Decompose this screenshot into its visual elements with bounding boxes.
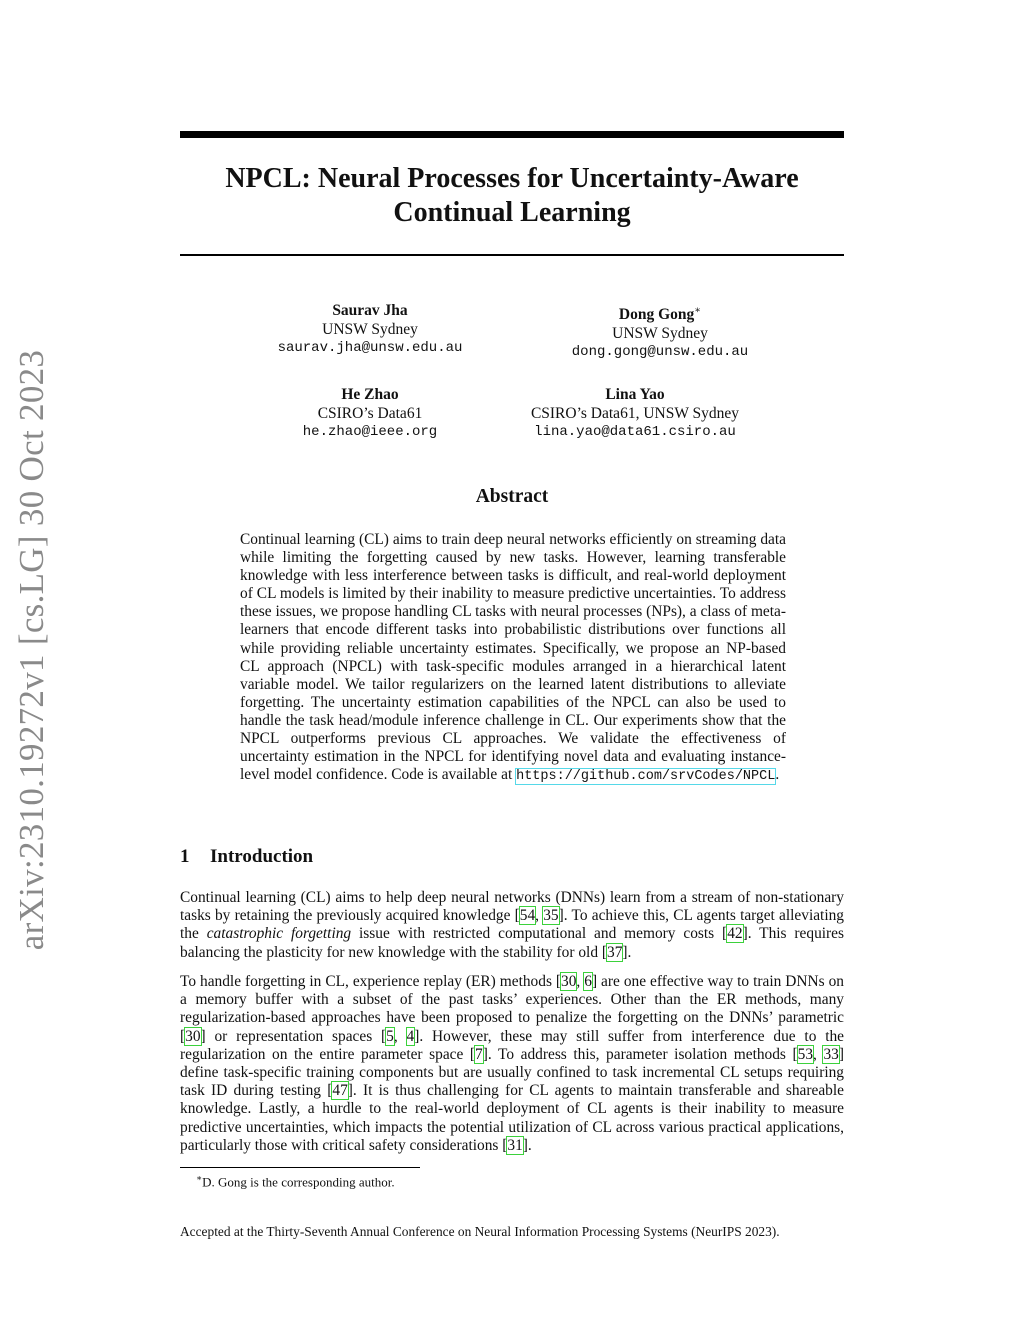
author-affiliation: UNSW Sydney (612, 325, 708, 343)
citation-link[interactable]: 31 (507, 1136, 523, 1154)
code-repository-link[interactable]: https://github.com/srvCodes/NPCL (516, 769, 776, 785)
citation-link[interactable]: 53 (797, 1045, 814, 1063)
author-name: Saurav Jha (332, 302, 408, 319)
section-heading-introduction (180, 846, 313, 868)
footnote-mark[interactable]: ∗ (694, 305, 702, 316)
section-title: Introduction (210, 846, 314, 867)
emphasized-term: catastrophic forgetting (206, 925, 352, 943)
title-top-rule (180, 131, 844, 138)
arxiv-identifier-text: arXiv:2310.19272v1 [cs.LG] 30 Oct 2023 (12, 349, 52, 951)
citation-link[interactable]: 30 (561, 973, 577, 990)
author-name: Lina Yao (605, 386, 665, 403)
citation-link[interactable]: 42 (727, 925, 743, 943)
intro-paragraph-2: To handle forgetting in CL, experience replay (ER) methods [30, 6] are one effective way to train DNNs on a memory buffer with a subset of the past tasks’ experiences. Other than the ER methods, many regularization-based approaches have been proposed to penalize the forgetting on the DNNs’ parametric [30] or representation spaces [5, 4]. However, these may still suffer from interference due to the regularization on the entire parameter space [7]. To address this, parameter isolation methods [53, 33] define task-specific training components but are usually confined to task incremental CL setups requiring task ID during testing [47]. It is thus challenging for CL agents to maintain transferable and shareable knowledge. Lastly, a hurdle to the real-world deployment of CL agents is their inability to measure predictive uncertainties, which impacts the potential utilization of CL across various practical applications, particularly those with critical safety considerations [31]. (180, 973, 844, 1154)
footnote-text: D. Gong is the corresponding author. (202, 1174, 395, 1190)
paper-title-line-1: NPCL: Neural Processes for Uncertainty-Aware (225, 163, 799, 194)
citation-link[interactable]: 4 (406, 1027, 415, 1045)
author-block-saurav-jha (250, 301, 490, 358)
author-affiliation: CSIRO’s Data61 (317, 405, 423, 422)
section-number: 1 (180, 846, 190, 867)
citation-link[interactable]: 54 (519, 907, 536, 925)
author-block-dong-gong (510, 301, 810, 362)
citation-link[interactable]: 47 (332, 1082, 348, 1100)
title-bottom-rule (180, 254, 844, 256)
venue-note: Accepted at the Thirty-Seventh Annual Conference on Neural Information Processing Systems (NeurIPS 2023). (180, 1224, 780, 1239)
author-email[interactable]: lina.yao@data61.csiro.au (534, 424, 736, 440)
author-block-lina-yao (510, 385, 760, 442)
abstract-text: Continual learning (CL) aims to train deep neural networks efficiently on streaming data while limiting the forgetting caused by new tasks. However, learning transferable knowledge with less interference between tasks is difficult, and real-world deployment of CL models is limited by their inability to measure predictive uncertainties. To address these issues, we propose handling CL tasks with neural processes (NPs), a class of meta-learners that encode different tasks into probabilistic distributions over functions all while providing reliable uncertainty estimates. Specifically, we propose an NP-based CL approach (NPCL) with task-specific modules arranged in a hierarchical latent variable model. We tailor regularizers on the learned latent distributions to alleviate forgetting. The uncertainty estimation capabilities of the NPCL can also be used to handle the task head/module inference challenge in CL. Our experiments show that the NPCL outperforms previous CL approaches. We validate the effectiveness of uncertainty estimation in the NPCL for identifying novel data and evaluating instance-level model confidence. Code is available at https://github.com/srvCodes/NPCL. (240, 531, 786, 785)
author-affiliation: UNSW Sydney (322, 321, 418, 338)
author-email[interactable]: dong.gong@unsw.edu.au (571, 344, 749, 361)
arxiv-identifier-stamp (4, 349, 60, 951)
citation-link[interactable]: 33 (823, 1045, 839, 1063)
footnote (196, 1173, 395, 1190)
footnote-rule (180, 1167, 420, 1168)
citation-link[interactable]: 5 (386, 1027, 394, 1045)
citation-link[interactable]: 30 (185, 1027, 201, 1045)
author-affiliation: CSIRO’s Data61, UNSW Sydney (530, 405, 740, 422)
paper-title-line-2: Continual Learning (393, 197, 631, 228)
paper-title (180, 162, 844, 230)
citation-link[interactable]: 7 (475, 1045, 483, 1063)
citation-link[interactable]: 35 (543, 907, 559, 925)
author-email[interactable]: saurav.jha@unsw.edu.au (277, 340, 463, 356)
author-block-he-zhao (250, 385, 490, 442)
author-email[interactable]: he.zhao@ieee.org (302, 424, 438, 440)
citation-link[interactable]: 37 (607, 943, 623, 961)
abstract-heading: Abstract (475, 486, 549, 507)
footnote-mark: ∗ (196, 1173, 203, 1183)
author-name: He Zhao (341, 386, 399, 403)
intro-paragraph-1: Continual learning (CL) aims to help deep neural networks (DNNs) learn from a stream of non-stationary tasks by retaining the previously acquired knowledge [54, 35]. To achieve this, CL agents target alleviating the catastrophic forgetting issue with restricted computational and memory costs [42]. This requires balancing the plasticity for new knowledge with the stability for old [37]. (180, 889, 845, 961)
author-name: Dong Gong∗ (618, 305, 702, 324)
citation-link[interactable]: 6 (584, 973, 592, 990)
